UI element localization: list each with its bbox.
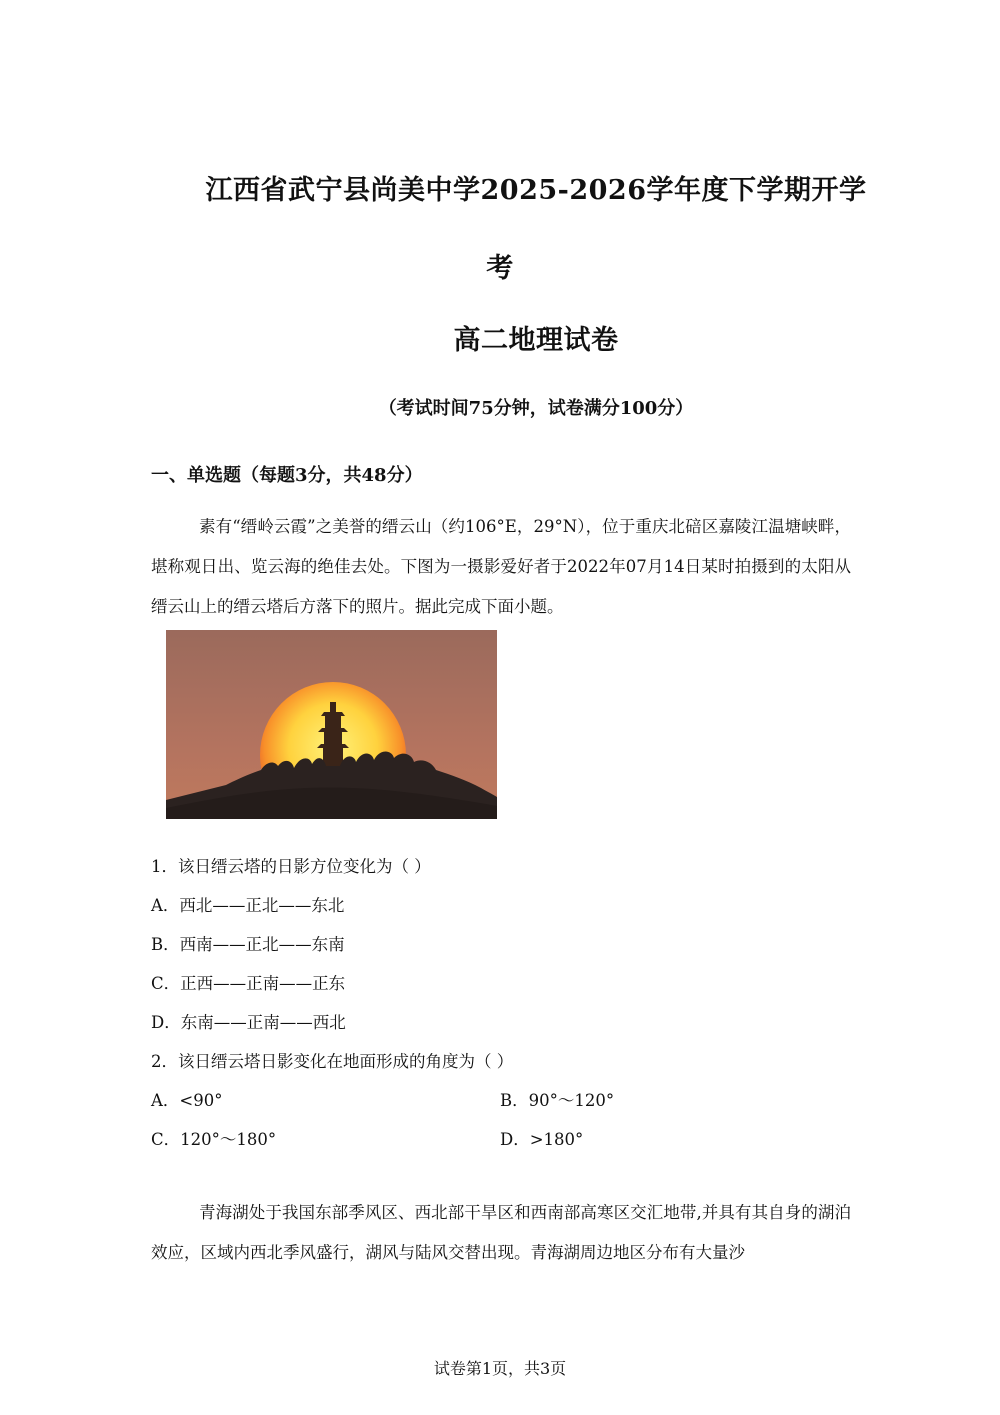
exam-title-line1: 江西省武宁县尚美中学2025-2026学年度下学期开学 <box>205 175 867 206</box>
question-2-option-a: A．<90° <box>151 1091 223 1110</box>
section-heading: 一、单选题（每题3分，共48分） <box>151 465 423 486</box>
exam-title-subject: 高二地理试卷 <box>453 325 619 356</box>
question-2-option-d: D．>180° <box>500 1130 584 1149</box>
sunset-pagoda-photo <box>166 630 497 819</box>
question-1-option-c: C．正西——正南——正东 <box>151 974 346 993</box>
question-2-option-c: C．120°～180° <box>151 1130 277 1149</box>
question-2-stem: 2．该日缙云塔日影变化在地面形成的角度为（ ） <box>151 1052 514 1071</box>
question-1-option-d: D．东南——正南——西北 <box>151 1013 346 1032</box>
question-1-option-b: B．西南——正北——东南 <box>151 935 345 954</box>
question-2-option-b: B．90°～120° <box>500 1091 615 1110</box>
exam-duration-note: （考试时间75分钟，试卷满分100分） <box>378 398 694 419</box>
question-1-stem: 1．该日缙云塔的日影方位变化为（ ） <box>151 857 431 876</box>
reading-passage-1: 素有“缙岭云霞”之美誉的缙云山（约106°E，29°N），位于重庆北碚区嘉陵江温塘峡畔，堪称观日出、览云海的绝佳去处。下图为一摄影爱好者于2022年07月14日某时拍摄到的太阳从缙云山上的缙云塔后方落下的照片。据此完成下面小题。 <box>151 517 851 616</box>
reading-passage-2: 青海湖处于我国东部季风区、西北部干旱区和西南部高寒区交汇地带,并具有其自身的湖泊效应，区域内西北季风盛行，湖风与陆风交替出现。青海湖周边地区分布有大量沙 <box>151 1203 851 1262</box>
exam-title-line2: 考 <box>486 253 514 284</box>
page-footer: 试卷第1页，共3页 <box>433 1359 567 1378</box>
question-1-option-a: A．西北——正北——东北 <box>151 896 345 915</box>
